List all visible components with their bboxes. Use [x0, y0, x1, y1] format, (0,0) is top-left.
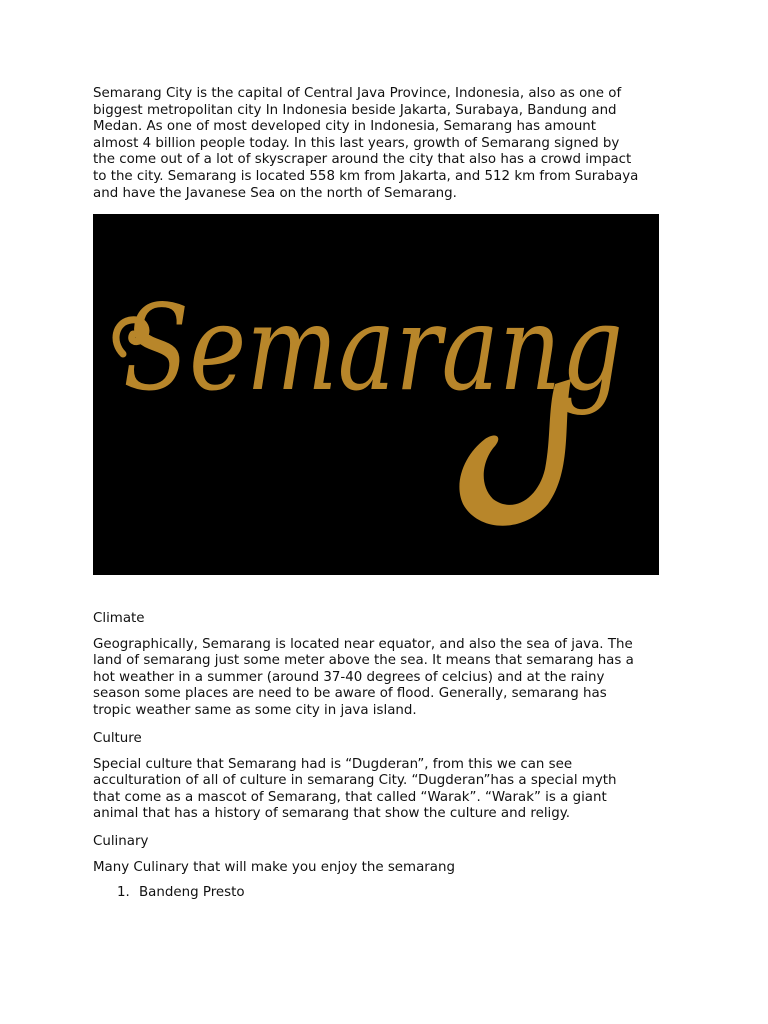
list-item — [93, 885, 683, 902]
list-item-number: 1. — [117, 885, 130, 901]
climate-heading: Climate — [93, 611, 145, 626]
culture-section — [93, 731, 683, 823]
semarang-logo-image — [93, 214, 659, 575]
culinary-paragraph: Many Culinary that will make you enjoy the semarang — [93, 859, 455, 875]
document-page — [93, 86, 683, 202]
culinary-list — [93, 885, 683, 902]
culinary-heading: Culinary — [93, 834, 149, 849]
logo-wordmark: Semarang — [123, 279, 623, 417]
culinary-section — [93, 834, 683, 902]
culture-paragraph: Special culture that Semarang had is “Dugderan”, from this we can see acculturation of all of culture in semarang City. “Dugderan”has a special myth that come as a mascot of Semarang, that called “Warak”. “Warak” is a giant animal that has a history of semarang that show the culture and religy. — [93, 756, 617, 822]
climate-section — [93, 611, 683, 720]
list-item-label: Bandeng Presto — [139, 885, 245, 901]
culture-heading: Culture — [93, 731, 142, 746]
intro-paragraph: Semarang City is the capital of Central Java Province, Indonesia, also as one of biggest metropolitan city In Indonesia beside Jakarta, Surabaya, Bandung and Medan. As one of most developed city in Indonesia, Semarang has amount almost 4 billion people today. In this last years, growth of Semarang signed by the come out of a lot of skyscraper around the city that also has a crowd impact to the city. Semarang is located 558 km from Jakarta, and 512 km from Surabaya and have the Javanese Sea on the north of Semarang. — [93, 86, 639, 201]
climate-paragraph: Geographically, Semarang is located near equator, and also the sea of java. The land of semarang just some meter above the sea. It means that semarang has a hot weather in a summer (around 37-40 degrees of celcius) and at the rainy season some places are need to be aware of flood. Generally, semarang has tropic weather same as some city in java island. — [93, 636, 634, 718]
semarang-logo-graphic — [93, 214, 659, 575]
